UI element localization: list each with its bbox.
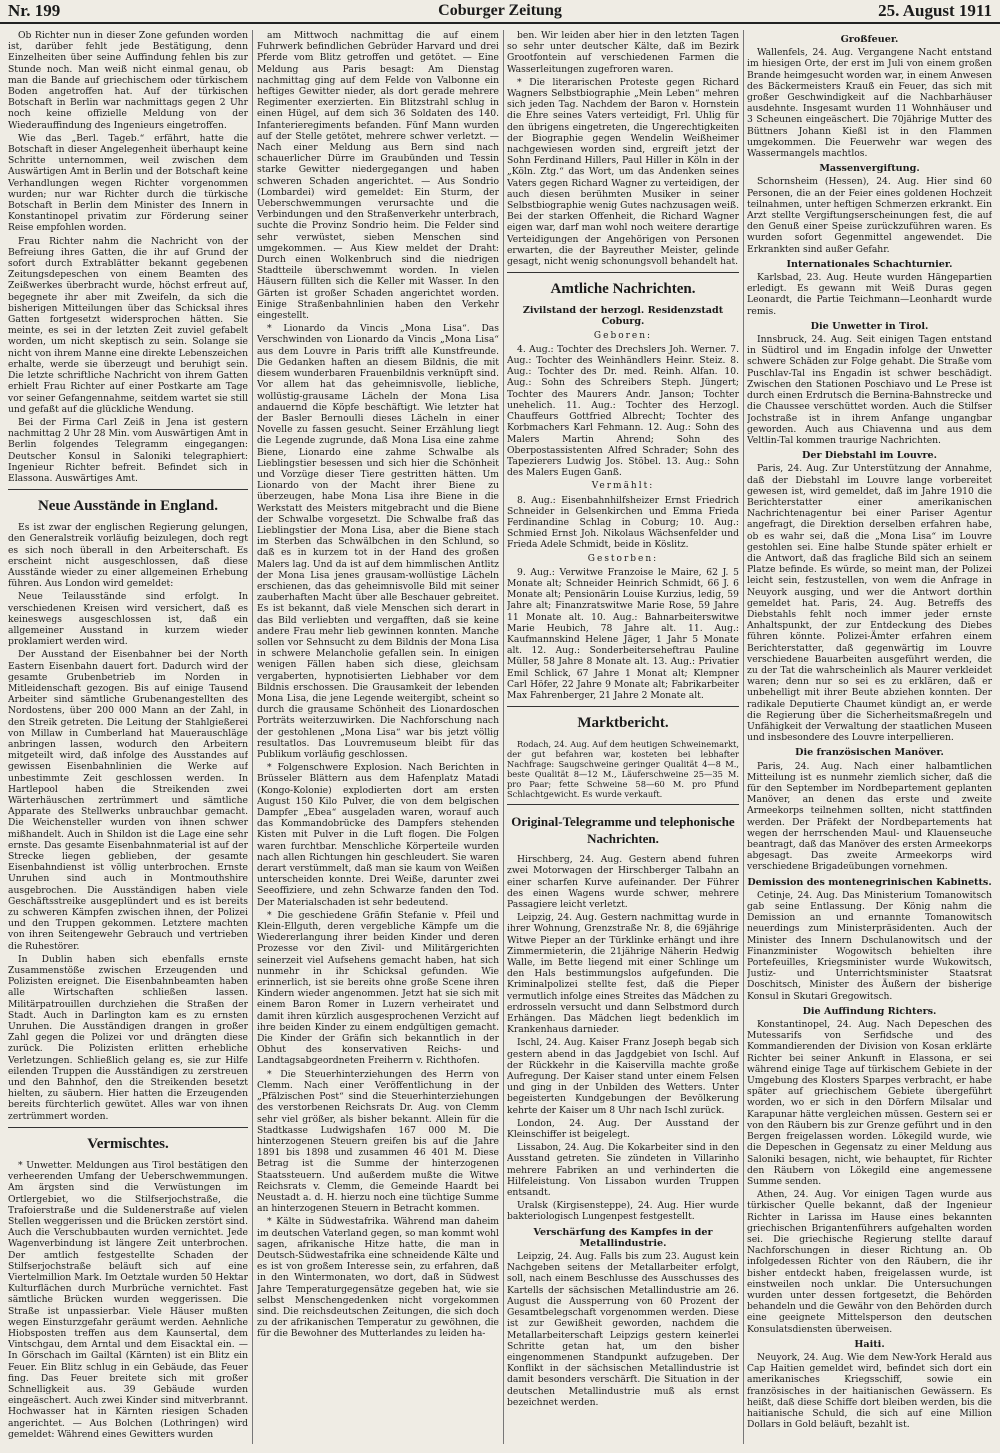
born-label: Geboren: bbox=[593, 330, 653, 341]
newspaper-title: Coburger Zeitung bbox=[438, 2, 562, 19]
article-paragraph: In Dublin haben sich ebenfalls ernste Zusammenstöße zwischen Erzeugenden und Polizisten ereignet. Die Eisenbahnbeamten haben alle Wirtschaften schließen lassen. Militärpatrouillen durchziehen die Straßen der Stadt. Auch in Darlington kam es zu ernsten Unruhen. Die Ausständigen drangen in großer Zahl gegen die Polizei vor und drängten diese zurück. Die Polizisten erlitten erhebliche Verletzungen. Schließlich gelang es, sie zur Hilfe eilenden Truppen die Ausständigen zu zerstreuen und den Bahnhof, den die Streikenden besetzt hielten, zu säubern. Hier hatten die Erzeugenden bereits fürchterlich gewütet. Alles war von ihnen zertrümmert worden. bbox=[8, 953, 248, 1122]
marriages-list: 8. Aug.: Eisenbahnhilfsheizer Ernst Friedrich Schneider in Gelsenkirchen und Emma Frieda Ferdinandine Schlag in Coburg; 10. Aug.: Schmied Ernst Joh. Nikolaus Wächsenfelder und Frieda Adele Schmidt, beide in Köslitz. bbox=[507, 494, 739, 551]
telegram: Uralsk (Kirgisensteppe), 24. Aug. Hier wurde bakteriologisch Lungenpest festgestellt. bbox=[507, 1200, 739, 1223]
article-paragraph: Frau Richter nahm die Nachricht von der Befreiung ihres Gatten, die ihr auf Grund der sofort durch Extrablätter bekannt gegebenen Zeitungsdepeschen von einem Beamten des Zeißwerkes überbracht wurde, höchst erfreut auf, begegnete ihr aber mit Zweifeln, da sich die bisherigen Mitteilungen über das Schicksal ihres Gatten fortgesetzt widersprochen hätten. Sie meinte, es sei in der letzten Zeit zuviel gefabelt worden, um nicht skeptisch zu sein. Solange sie nicht von ihrem Manne eine direkte Lebenszeichen erhalte, werde sie überzeugt und beruhigt sein. Die letzte schriftliche Nachricht von ihrem Gatten erhielt Frau Richter auf einer Postkarte am Tage vor seiner Gefangennahme, seitdem wartet sie still und gefaßt auf die glückliche Wendung. bbox=[8, 235, 248, 415]
column-1 bbox=[8, 30, 248, 1444]
telegram: Hirschberg, 24. Aug. Gestern abend fuhren zwei Motorwagen der Hirschberger Talbahn an einer scharfen Kurve aufeinander. Der Führer des einen Wagens wurde schwer, mehrere Passagiere leicht verletzt. bbox=[507, 854, 739, 910]
article-paragraph: Ob Richter nun in dieser Zone gefunden worden ist, darüber fehlt jede Bestätigung, denn Einzelheiten über seine Auffindung fehlen bis zur Stunde noch. Man weiß nicht einmal genau, ob man die Bande auf griechischem oder türkischem Boden angetroffen hat. Auf der türkischen Botschaft in Berlin war nachmittags gegen 2 Uhr noch keine offizielle Meldung von der Wiederauffindung des Ingenieurs eingetroffen. bbox=[8, 30, 248, 131]
headline-official-news: Amtliche Nachrichten. bbox=[550, 281, 696, 298]
headline-haiti: Haiti. bbox=[854, 1338, 885, 1350]
column-rule bbox=[743, 30, 744, 1444]
headline-fire: Großfeuer. bbox=[840, 34, 899, 45]
article-cold-southwest-africa: * Kälte in Südwestafrika. Während man daheim im deutschen Vaterland gegen, so man kommt wohl sagen, afrikanische Hitze hatte, die man in Deutsch-Südwestafrika eine schneidende Kälte und es ist von großem Interesse sein, zu erfahren, daß in den Wintermonaten, wo dort, daß in Südwest Jahre Temperaturgegensätze gegeben hat, wie sie selbst Menschengedenken nicht vorgekommen sind. Die reichsdeutschen Zeitungen, die sich doch zu der afrikanischen Temperatur zu gewöhnen, die für die Bewohner des Mutterlandes zu leiden ha- bbox=[257, 1216, 499, 1340]
headline-strikes-england: Neue Ausstände in England. bbox=[37, 498, 219, 515]
article-montenegro-cabinet: Cetinje, 24. Aug. Das Ministerium Tomanowitsch gab seine Entlassung. Der König nahm die Demission an und ernannte Tomanowitsch neuerdings zum Ministerpräsidenten. Auch der Minister des Innern Dschulanowitsch und der Finanzminister Wogowitsch behielten ihre Portefeuilles, Kriegsminister wurde Wukowitsch, Justiz- und Unterrichtsminister Staatsrat Doschitsch, Minister des Äußern der bisherige Konsul in Skutari Gregowitsch. bbox=[747, 889, 992, 1002]
article-metal-industry: Leipzig, 24. Aug. Falls bis zum 23. August kein Nachgeben seitens der Metallarbeiter erfolgt, soll, nach einem Beschlusse des Ausschusses des Kartells der sächsischen Metallindustrie am 26. August die Aussperrung von 60 Prozent der Gesamtbelegschaft vorgenommen werden. Diese ist zur Gewißheit geworden, nachdem die Metallarbeiterschaft Leipzigs gestern keinerlei Schritte getan hat, um den bisher eingenommenen Standpunkt aufzugeben. Der Konflikt in der sächsischen Metallindustrie ist damit besonders verschärft. Die Situation in der deutschen Metallindustrie muß als ernst bezeichnet werden. bbox=[507, 1251, 739, 1408]
headline-tirol: Die Unwetter in Tirol. bbox=[810, 320, 929, 332]
article-paragraph: * Unwetter. Meldungen aus Tirol bestätigen den verheerenden Umfang der Ueberschwemmungen. Am ärgsten sind die Verwüstungen im Ortlergebiet, wo die Stilfserjochstraße, die Trafoierstraße und die Suldenerstraße auf vielen Stellen weggerissen und die Brücken zerstört sind. Auch die Verschubbauten wurden vernichtet. Jede Wagenverbindung ist längere Zeit unterbrochen. Der amtlich festgestellte Schaden der Stilfserjochstraße beläuft sich auf eine Viertelmillion Mark. Im Oetztale wurden 50 Hektar Kulturflächen durch Murbrüche vernichtet. Fast sämtliche Brücken wurden weggerissen. Die Straße ist unpassierbar. Viele Häuser mußten wegen Einsturzgefahr geräumt werden. Aehnliche Hiobsposten treffen aus dem Kaunsertal, dem Vintschgau, dem Arntal und dem Eisacktal ein. — In Görschach im Gailtal (Kärnten) ist ein Blitz ein Feuer. Ein Blitz schlug in ein Gebäude, das Feuer fing. Das Feuer breitete sich mit großer Schnelligkeit aus. 39 Gebäude wurden eingeäschert. Auch zwei Kinder sind mitverbrannt. Hochwasser hat in Kärnten riesigen Schaden angerichtet. — Aus Bolchen (Lothringen) wird gemeldet: Während eines Gewitters wurden bbox=[8, 1159, 248, 1440]
column-3 bbox=[507, 30, 739, 1444]
article-chess: Karlsbad, 23. Aug. Heute wurden Hängepartien erledigt. Es gewann mit Weiß Duras gegen Leonardt, die Partie Teichmann—Leonhardt wurde remis. bbox=[747, 272, 992, 317]
headline-louvre-theft: Der Diebstahl im Louvre. bbox=[802, 450, 937, 462]
article-haiti: Neuyork, 24. Aug. Wie dem New-York Herald aus Cap Haitien gemeldet wird, befindet sich dort ein amerikanisches Kriegsschiff, sowie ein französisches in der haitianischen Gewässern. Es heißt, daß diese Schiffe dort bleiben werden, bis die haitianische Schuld, die sich auf eine Million Dollars in Gold beläuft, bezahlt ist. bbox=[747, 1351, 992, 1431]
section-divider bbox=[507, 272, 739, 273]
married-label: Vermählt: bbox=[591, 481, 655, 492]
article-paragraph: Es ist zwar der englischen Regierung gelungen, den Generalstreik vorläufig beizulegen, doch regt es sich noch überall in den Arbeiterschaft. Es erscheint nicht ausgeschlossen, daß diese Ausstände wieder zu einer allgemeinen Erhebung führen. Aus London wird gemeldet: bbox=[8, 522, 248, 590]
market-report: Rodach, 24. Aug. Auf dem heutigen Schweinemarkt, der gut befahren war, kosteten bei lebhafter Nachfrage: Saugschweine geringer Qualität 4—8 M., beste Qualität 8—12 M., Läuferschweine 25—35 M. pro Paar; fette Schweine 58—60 M. pro Pfund Schlachtgewicht. Es wurde verkauft. bbox=[507, 739, 739, 800]
issue-number: Nr. 199 bbox=[8, 1, 61, 20]
column-2 bbox=[257, 30, 499, 1444]
headline-metal-industry: Verschärfung des Kampfes in der Metallindustrie. bbox=[533, 1226, 713, 1249]
headline-richter-found: Die Auffindung Richters. bbox=[802, 1005, 937, 1017]
article-explosion: * Folgenschwere Explosion. Nach Berichten in Brüsseler Blättern aus dem Hafenplatz Matadi (Kongo-Kolonie) explodierten dort am ersten August 150 Kilo Pulver, die von dem belgischen Dampfer „Ebea“ ausgeladen waren, worauf auch das Kommandobrücke des Dampfers stehenden Kisten mit Pulver in die Luft flogen. Die Folgen waren furchtbar. Menschliche Körperteile wurden nach allen Richtungen hin geschleudert. Sie waren derart verstümmelt, daß man sie kaum von Weißen unterscheiden konnte. Drei Weiße, darunter zwei Seeoffiziere, und zehn Schwarze fanden den Tod. Der Materialschaden ist sehr bedeutend. bbox=[257, 762, 499, 908]
telegram: London, 24. Aug. Der Ausstand der Kleinschiffer ist beigelegt. bbox=[507, 1117, 739, 1141]
article-wagner: * Die literarischen Proteste gegen Richard Wagners Selbstbiographie „Mein Leben“ mehren sich jeden Tag. Nachdem der Baron v. Hornstein die Ehre seines Vaters verteidigt, Frl. Uhlig für den übrigens eingetreten, die Ungerechtigkeiten der Biographie gegen Wendelin Weißheimer nachgewiesen worden sind, ergreift jetzt der Sohn Ferdinand Hillers, Paul Hiller in Köln in der „Köln. Ztg.“ das Wort, um das Andenken seines Vaters gegen Richard Wagner zu verteidigen, der auch diesen berühmten Musiker in seiner Selbstbiographie wenig Gutes nachzusagen weiß. Bei der starken Offenheit, die Richard Wagner eigen war, darf man wohl noch weitere derartige Verteidigungen der Angehörigen von Personen erwarten, die der Bayreuther Meister, gelinde gesagt, nicht wenig schonungsvoll behandelt hat. bbox=[507, 76, 739, 268]
civil-registry-title: Zivilstand der herzogl. Residenzstadt Coburg. bbox=[522, 305, 724, 328]
article-paragraph: Wie das „Berl. Tageb.“ erfährt, hatte die Botschaft in dieser Angelegenheit überhaupt keine Schritte unternommen, weil zwischen dem Auswärtigen Amt in Berlin und der Botschaft keine Verhandlungen wegen Richter vorgenommen wurden; nur war Richter durch die türkische Botschaft in Berlin dem Minister des Innern in Konstantinopel privatim zur Förderung seiner Reise empfohlen worden. bbox=[8, 132, 248, 234]
column-4 bbox=[747, 30, 992, 1444]
article-countess: * Die geschiedene Gräfin Stefanie v. Pfeil und Klein-Ellguth, deren vergebliche Kämpfe um die Wiedererlangung ihrer beiden Kinder und deren Prozesse vor den Zivil- und Militärgerichten seinerzeit viel Aufsehens gemacht haben, hat sich nunmehr in ihr Schicksal gefunden. Wie erinnerlich, ist sie bereits ohne große Scene ihren Kindern wieder angenommen. Jetzt hat sie sich mit einem Baron Romer in Luzern verheiratet und damit ihren kürzlich ausgesprochenen Verzicht auf ihre beiden Kinder zu einem endgültigen gemacht. Die Kinder der Gräfin sich bekanntlich in der Obhut des konservativen Reichs- und Landtagsabgeordneten Freiherrn v. Richthofen. bbox=[257, 909, 499, 1067]
article-tax-evasion: * Die Steuerhinterziehungen des Herrn von Clemm. Nach einer Veröffentlichung in der „Pfälzischen Post“ sind die Steuerhinterziehungen des verstorbenen Reichsrats Dr. Aug. von Clemm sehr viel größer, als bisher bekannt. Allein für die Stadtkasse Ludwigshafen 167 000 M. Die hinterzogenen Steuern greifen bis auf die Jahre 1891 bis 1898 und zusammen 46 401 M. Diese Betrag ist die Summe der hinterzogenen Staatssteuern. Und außerdem mußte die Witwe Reichsrats v. Clemm, die Gemeinde Haardt bei Neustadt a. d. H. hierzu noch eine tüchtige Summe an hinterzogenen Steuern in Betracht kommen. bbox=[257, 1068, 499, 1215]
article-mona-lisa: * Lionardo da Vincis „Mona Lisa“. Das Verschwinden von Lionardo da Vincis „Mona Lisa“ aus dem Louvre in Paris trifft alle Kunstfreunde. Die Gedanken haften an diesem Bildnis, die mit diesem wunderbaren Frauenbildnis verknüpft sind. Vor allem hat das geheimnisvolle, liebliche, wollüstig-grausame Lächeln der Mona Lisa andauernd die Köpfe beschäftigt. Wie letzter hat der Basler Bernoulli dieses Lächeln in einer Novelle zu fassen gesucht. Seiner Erzählung liegt die Legende zugrunde, daß Mona Lisa eine zahme Biene, Lionardo eine zahme Schwalbe als Lieblingstier besessen und sich hier die Schönheit und Vorzüge dieser Tiere gestritten hätten. Um Lionardo von der Macht ihrer Biene zu überzeugen, habe Mona Lisa ihre Biene in die Werkstatt des Meisters mitgebracht und die Biene der Schwalbe vorgesetzt. Die Schwalbe fraß das Lieblingstier der Mona Lisa, aber die Biene stach im Sterben das Schwälbchen in den Schlund, so daß es in kurzem tot in der Hand des großen Malers lag. Und da ist auf dem himmlischen Antlitz der Mona Lisa jenes grausam-wollüstige Lächeln erschienen, das das geheimnisvolle Bild mit seiner zauberhaften Macht über alle Beschauer gebreitet. Es ist bekannt, daß viele Menschen sich derart in das Bild verliebten und vergafften, daß sie keine andere Frau mehr lieb gewinnen konnten. Manche sollen vor Sehnsucht zu dem Bildnis der Mona Lisa in schwere Melancholie gefallen sein. In einigen wenigen Fällen haben sich diese, gleichsam vergaberten, hypnotisierten Liebhaber vor dem Bildnis erschossen. Die Grausamkeit der lebenden Mona Lisa, die jene Legende weitergibt, scheint so durch die grausame Schönheit des Lionardoschen Porträts weiterzuwirken. Die Nachforschung nach der gestohlenen „Mona Lisa“ war bis jetzt völlig resultatlos. Das Louvremuseum bleibt für das Publikum vorläufig geschlossen. bbox=[257, 323, 499, 760]
headline-french-maneuvers: Die französischen Manöver. bbox=[795, 747, 944, 759]
headline-montenegro-cabinet: Demission des montenegrinischen Kabinetts. bbox=[747, 876, 992, 888]
article-fire: Wallenfels, 24. Aug. Vergangene Nacht entstand im hiesigen Orte, der erst im Juli von einem großen Brande heimgesucht worden war, in einem Anwesen des Bäckermeisters Krauß ein Feuer, das sich mit großer Geschwindigkeit auf die Nachbarhäuser ausdehnte. Insgesamt wurden 11 Wohnhäuser und 3 Scheunen eingeäschert. Die 70jährige Mutter des Büttners Johann Kießl ist in den Flammen umgekommen. Die Feuerwehr war wegen des Wassermangels machtlos. bbox=[747, 47, 992, 160]
article-paragraph: am Mittwoch nachmittag die auf einem Fuhrwerk befindlichen Gebrüder Harvard und drei Pferde vom Blitz getroffen und getötet. — Eine Meldung aus Paris besagt: Am Dienstag nachmittag ging auf dem Felde von Valbonne ein heftiges Gewitter nieder, als dort gerade mehrere Regimenter exerzierten. Ein Blitzstrahl schlug in einen Hügel, auf dem sich 36 Soldaten des 140. Infanterieregiments befanden. Fünf Mann wurden auf der Stelle getötet, mehrere schwer verletzt. — Nach einer Meldung aus Bern sind nach schauerlicher Dürre im Graubünden und Tessin starke Gewitter niedergegangen und haben schweren Schaden angerichtet. — Aus Sondrio (Lombardei) wird gemeldet: Ein Sturm, der Ueberschwemmungen verursachte und die Verbindungen und den Straßenverkehr unterbrach, suchte die Provinz Sondrio heim. Die Felder sind sehr verwüstet, sieben Menschen sind umgekommen. — Aus Kiew meldet der Draht: Durch einen Wolkenbruch sind die niedrigen Stadtteile überschwemmt worden. In vielen Häusern füllten sich die Keller mit Wasser. In den Gärten ist großer Schaden angerichtet worden. Einige Straßenbahnlinien haben den Verkehr eingestellt. bbox=[257, 30, 499, 322]
issue-date: 25. August 1911 bbox=[878, 1, 992, 20]
headline-miscellaneous: Vermischtes. bbox=[87, 1135, 169, 1152]
article-paragraph: Der Ausstand der Eisenbahner bei der North Eastern Eisenbahn dauert fort. Dadurch wird der gesamte Grubenbetrieb im Norden in Mitleidenschaft gezogen. Bis auf einige Tausend Arbeiter sind sämtliche Grubenangestellten des Nordostens, über 200 000 Mann an der Zahl, in den Streik getreten. Die Leitung der Stahlgießerei von Millaw in Cumberland hat Mauerauschläge anbringen lassen, wodurch den Arbeitern mitgeteilt wird, daß infolge des Ausstandes auf gewissen Eisenbahnlinien die Werke auf unbestimmte Zeit geschlossen werden. In Hartlepool haben die Streikenden zwei Wärterhäuschen zertrümmert und sämtliche Apparate des Stellwerks unbrauchbar gemacht. Die Weichensteller wurden von ihnen schwer mißhandelt. Auch in Shildon ist die Lage eine sehr ernste. Das gesamte Eisenbahnmaterial ist auf der Strecke liegen geblieben, der gesamte Eisenbahndienst ist völlig unterbrochen. Ernste Unruhen sind auch in Montmouthshire ausgebrochen. Die Ausständigen haben viele Geschäftsstreike ausgeplündert und es ist bereits zu schweren Kämpfen zwischen ihnen, der Polizei und den Truppen gekommen. Letztere machten von ihren Seitengewehr Gebrauch und vertrieben die Ruhestörer. bbox=[8, 649, 248, 952]
headline-market-report: Marktbericht. bbox=[577, 715, 669, 732]
telegram: Ischl, 24. Aug. Kaiser Franz Joseph begab sich gestern abend in das Jagdgebiet von Ischl. Auf der Rückkehr in die Kaiservilla machte große Aufregung. Der Kaiser stand unter einem Felsen und ging in der Unbilden des Wetters. Unter begeisterten Kundgebungen der Bevölkerung kehrte der Kaiser um 8 Uhr nach Ischl zurück. bbox=[507, 1037, 739, 1116]
article-louvre-theft: Paris, 24. Aug. Zur Unterstützung der Annahme, daß der Diebstahl im Louvre lange vorbereitet gewesen ist, wird gemeldet, daß im Jahre 1910 die Berichterstatter einer amerikanischen Nachrichtenagentur bei einer Pariser Agentur angefragt, die Direktion derselben erfahren habe, ob es wahr sei, daß die „Mona Lisa“ im Louvre gestohlen sei. Eine halbe Stunde später erhielt er die Antwort, daß das fragliche Bild sich an seinem Platze befinde. Es würde, so meint man, der Polizei leicht sein, festzustellen, von wem die Anfrage in Neuyork ausging, und wer die Antwort dorthin gemeldet hat. Paris, 24. Aug. Betreffs des Diebstahls fehlt noch immer jeder ernste Anhaltspunkt, der zur Entdeckung des Diebes führen könnte. Polizei-Ämter erfahren einem Berichterstatter, daß gegenwärtig im Louvre verschiedene Bauarbeiten ausgeführt werden, die zu der Tat die wahrscheinlich als Maurer verkleidet waren; denn nur so sei es zu erklären, daß er unbehelligt mit ihrer Beute abziehen konnten. Der radikale Deputierte Chaumet kündigt an, er werde die Regierung über die Sicherheitsmaßregeln und Unfähigkeit der Verwaltung der staatlichen Museen und insbesondere des Louvre interpellieren. bbox=[747, 463, 992, 744]
births-list: 4. Aug.: Tochter des Drechslers Joh. Werner. 7. Aug.: Tochter des Weinhändlers Heinr. Steiz. 8. Aug.: Tochter des Dr. med. Reinh. Alfan. 10. Aug.: Sohn des Schreibers Steph. Jüngert; Tochter des Maurers Andr. Janson; Tochter unehelich. 11. Aug.: Tochter des Herzogl. Chauffeurs Gottfried Albrecht; Tochter des Korbmachers Karl Fehmann. 12. Aug.: Sohn des Malers Martin Ahrend; Sohn des Oberpostassistenten Alfred Schrader; Sohn des Tapezierers Ludwig Jos. Stöbel. 13. Aug.: Sohn des Malers Eugen Ganß. bbox=[507, 343, 739, 479]
headline-chess: Internationales Schachturnier. bbox=[786, 258, 953, 270]
headline-poisoning: Massenvergiftung. bbox=[819, 163, 920, 175]
section-divider bbox=[8, 1127, 248, 1128]
section-divider bbox=[8, 489, 248, 490]
masthead bbox=[0, 0, 1000, 24]
article-paragraph: Neue Teilausstände sind erfolgt. In verschiedenen Kreisen wird versichert, daß es keineswegs ausgeschlossen ist, daß ein allgemeiner Ausstand in kurzem wieder proklamiert werden wird. bbox=[8, 591, 248, 648]
section-divider bbox=[507, 706, 739, 707]
telegram: Leipzig, 24. Aug. Gestern nachmittag wurde in ihrer Wohnung, Grenzstraße Nr. 8, die 69jährige Witwe Pieper an der Türklinke erhängt und ihre Zimmermieterin, die 21jährige Näherin Hedwig Walle, im Bette liegend mit einer Schlinge um den Hals bestimmungslos aufgefunden. Die Kriminalpolizei stellte fest, daß die Pieper vermutlich infolge eines Streites das Mädchen zu erdrosseln versucht und dann Selbstmord durch Erhängen. Das Mädchen liegt bedenklich im Krankenhaus darnieder. bbox=[507, 912, 739, 1036]
article-tirol: Innsbruck, 24. Aug. Seit einigen Tagen entstand in Südtirol und im Engadin infolge der Unwetter schwere Schäden zur Folge gehabt. Die Straße vom Puschlav-Tal ins Engadin ist schwer beschädigt. Zwischen den Stationen Poschiavo und Le Prese ist durch einen Erdrutsch die Bernina-Bahnstrecke und die Chaussee verschüttet worden. Auch die Stilfser Jochstraße ist in ihrem Anfange ungangbar geworden. Auch aus Chiavenna und aus dem Veltlin-Tal kommen traurige Nachrichten. bbox=[747, 334, 992, 446]
column-rule bbox=[503, 30, 504, 1444]
headline-telegrams: Original-Telegramme und telephonische Nachrichten. bbox=[511, 814, 735, 847]
article-paragraph: Bei der Firma Carl Zeiß in Jena ist gestern nachmittag 2 Uhr 28 Min. vom Auswärtigen Amt in Berlin folgendes Telegramm eingegangen: Deutscher Konsul in Saloniki telegraphiert: Ingenieur Richter befreit. Befindet sich in Elassona. Auswärtiges Amt. bbox=[8, 416, 248, 484]
deaths-list: 9. Aug.: Verwitwe Franzoise le Maire, 62 J. 5 Monate alt; Schneider Heinrich Schmidt, 66 J. 6 Monate alt; Pensionärin Louise Kurzius, ledig, 59 Jahre alt; Finanzratswitwe Marie Rose, 59 Jahre 11 Monate alt. 10. Aug.: Bahnarbeiterswitwe Marie Heubich, 78 Jahre alt. 11. Aug.: Kaufmannskind Helene Jäger, 1 Jahr 5 Monate alt. 12. Aug.: Sonderbeiterseheftrau Pauline Müller, 58 Jahre 8 Monate alt. 13. Aug.: Privatier Emil Schlick, 67 Jahre 1 Monat alt; Klempner Carl Höfer, 22 Jahre 9 Monate alt; Fabrikarbeiter Max Fahrenberger, 21 Jahre 2 Monate alt. bbox=[507, 566, 739, 701]
article-richter-found: Konstantinopel, 24. Aug. Nach Depeschen des Mutessarifs von Serfidsche und des Kommandierenden der Division von Kosan erklärte Richter bei seiner Ankunft in Elassona, er sei während einige Tage auf türkischem Gebiete in der Umgebung des Klosters Sparpes verbracht, er habe später auf griechischem Gebiete übergeführt worden, wo er sich in den Dörfern Milsalar und Karapunar hätte vergleichen müssen. Gestern sei er von den Räubern bis zur Grenze geführt und in den Bergen freigelassen worden. Lökegild wurde, wie die Depeschen in Gegensatz zu einer Meldung aus Saloniki besagen, nicht, wie behauptet, für Richter den Räubern von Lökegild eine angemessene Summe senden. bbox=[747, 1019, 992, 1187]
article-athens: Athen, 24. Aug. Vor einigen Tagen wurde aus türkischer Quelle bekannt, daß der Ingenieur Richter in Larissa im Hause eines bekannten griechischen Brigantenführers aufgehalten worden sei. Die griechische Regierung stellte darauf Nachforschungen in dieser Richtung an. Ob infolgedessen Richter von den Räubern, die ihr bisher entdeckt haben, freigelassen wurde, ist einstweilen noch unklar. Die Untersuchungen wurden unter dessen fortgesetzt, die Behörden behandeln und die Gewähr von den Behörden durch eine geeignete Mittelsperson den deutschen Konsulatsdiensten überweisen. bbox=[747, 1189, 992, 1335]
article-french-maneuvers: Paris, 24. Aug. Nach einer halbamtlichen Mitteilung ist es nunmehr ziemlich sicher, daß die für den September im Nordbepartement geplanten Manöver, an denen das erste und zweite Armeekorps teilnehmen sollten, nicht stattfinden werden. Der Präfekt der Nordbepartements hat wegen der herrschenden Maul- und Klauenseuche beantragt, daß das Manöver des ersten Armeekorps abgesagt. Das zweite Armeekorps wird verschiedene Brigadeübungen vornehmen. bbox=[747, 760, 992, 873]
died-label: Gestorben: bbox=[587, 553, 659, 564]
telegram: Lissabon, 24. Aug. Die Kokarbeiter sind in den Ausstand getreten. Sie zündeten in Villarinho mehrere Fabriken an und verhinderten die Hilfeleistung. Von Lissabon wurden Truppen entsandt. bbox=[507, 1142, 739, 1199]
article-paragraph: ben. Wir leiden aber hier in den letzten Tagen so sehr unter deutscher Kälte, daß im Bezirk Grootfontein auf verschiedenen Farmen die Wasserleitungen zugefroren waren. bbox=[507, 30, 739, 75]
column-rule bbox=[252, 30, 253, 1444]
section-divider bbox=[507, 804, 739, 805]
article-poisoning: Schornsheim (Hessen), 24. Aug. Hier sind 60 Personen, die an der Feier eines goldenen Hochzeit teilnahmen, unter heftigen Schmerzen erkrankt. Ein Arzt stellte Vergiftungserscheinungen fest, die auf den Genuß einer Speise zurückzuführen waren. Es wurden sofort Gegenmittel angewendet. Die Erkrankten sind außer Gefahr. bbox=[747, 176, 992, 255]
